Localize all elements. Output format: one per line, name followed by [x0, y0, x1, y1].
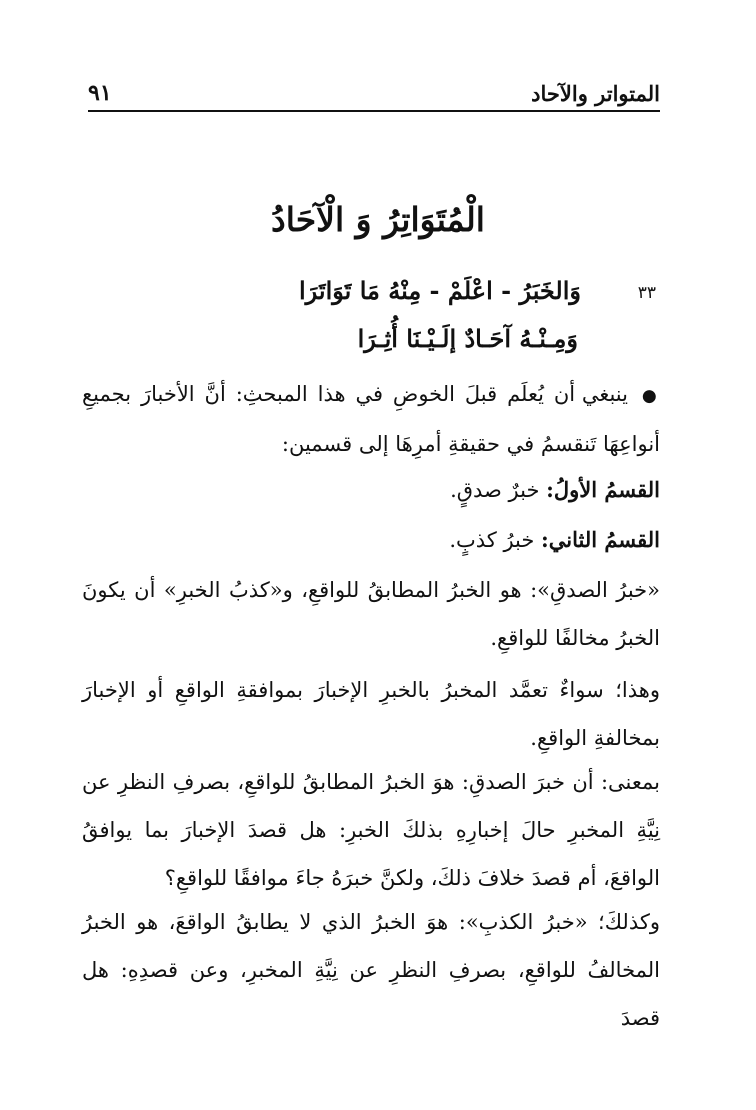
- intro-paragraph: [82, 370, 660, 468]
- verse-number: ٣٣: [637, 283, 656, 303]
- section-one: [450, 466, 660, 514]
- running-title: المتواتر والآحاد: [531, 81, 660, 106]
- verse-line-1: وَالخَبَرُ - اعْلَمْ - مِنْهُ مَا تَوَاتَرَا: [299, 276, 581, 305]
- chapter-title: الْمُتَوَاتِرُ وَ الْآحَادُ: [271, 200, 485, 239]
- intent-paragraph: وهذا؛ سواءٌ تعمَّد المخبرُ بالخبرِ الإخبارَ بموافقةِ الواقعِ أو الإخبارَ بمخالفةِ الواقعِ.: [82, 678, 660, 750]
- section-one-text: خبرٌ صدقٍ.: [450, 478, 540, 502]
- bullet-icon: ●: [641, 386, 660, 406]
- header-divider: [88, 110, 660, 112]
- intro-text: ينبغي أن يُعلَم قبلَ الخوضِ في هذا المبحثِ: أنَّ الأخبارَ بجميعِ أنواعِهَا تَنقسمُ في حقيقةِ أمرِهَا إلى قسمين:: [82, 382, 660, 456]
- meaning-paragraph: بمعنى: أن خبرَ الصدقِ: هوَ الخبرُ المطابقُ للواقعِ، بصرفِ النظرِ عن نِيَّةِ المخبرِ حالَ إخبارِهِ بذلكَ الخبرِ: هل قصدَ الإخبارَ بما يوافقُ الواقعَ، أم قصدَ خلافَ ذلكَ، ولكنَّ خبرَهُ جاءَ موافقًا للواقعِ؟: [82, 770, 660, 890]
- verse-line-2: وَمِـنْـهُ آحَـادٌ إلَـيْـنَا أُثِـرَا: [357, 324, 578, 353]
- section-one-label: القسمُ الأولُ:: [546, 477, 660, 502]
- running-header: [88, 66, 660, 106]
- section-two-text: خبرُ كذبٍ.: [449, 528, 535, 552]
- section-two-label: القسمُ الثاني:: [541, 527, 660, 552]
- section-two: [449, 516, 660, 564]
- false-report-paragraph: وكذلكَ؛ «خبرُ الكذبِ»: هوَ الخبرُ الذي لا يطابقُ الواقعَ، هو الخبرُ المخالفُ للواقعِ، بصرفِ النظرِ عن نِيَّةِ المخبرِ، وعن قصدِهِ: هل قصدَ: [82, 910, 660, 1030]
- page-number: ٩١: [88, 80, 112, 106]
- definition-paragraph: «خبرُ الصدقِ»: هو الخبرُ المطابقُ للواقعِ، و«كذبُ الخبرِ» أن يكونَ الخبرُ مخالفًا للواقعِ.: [82, 578, 660, 650]
